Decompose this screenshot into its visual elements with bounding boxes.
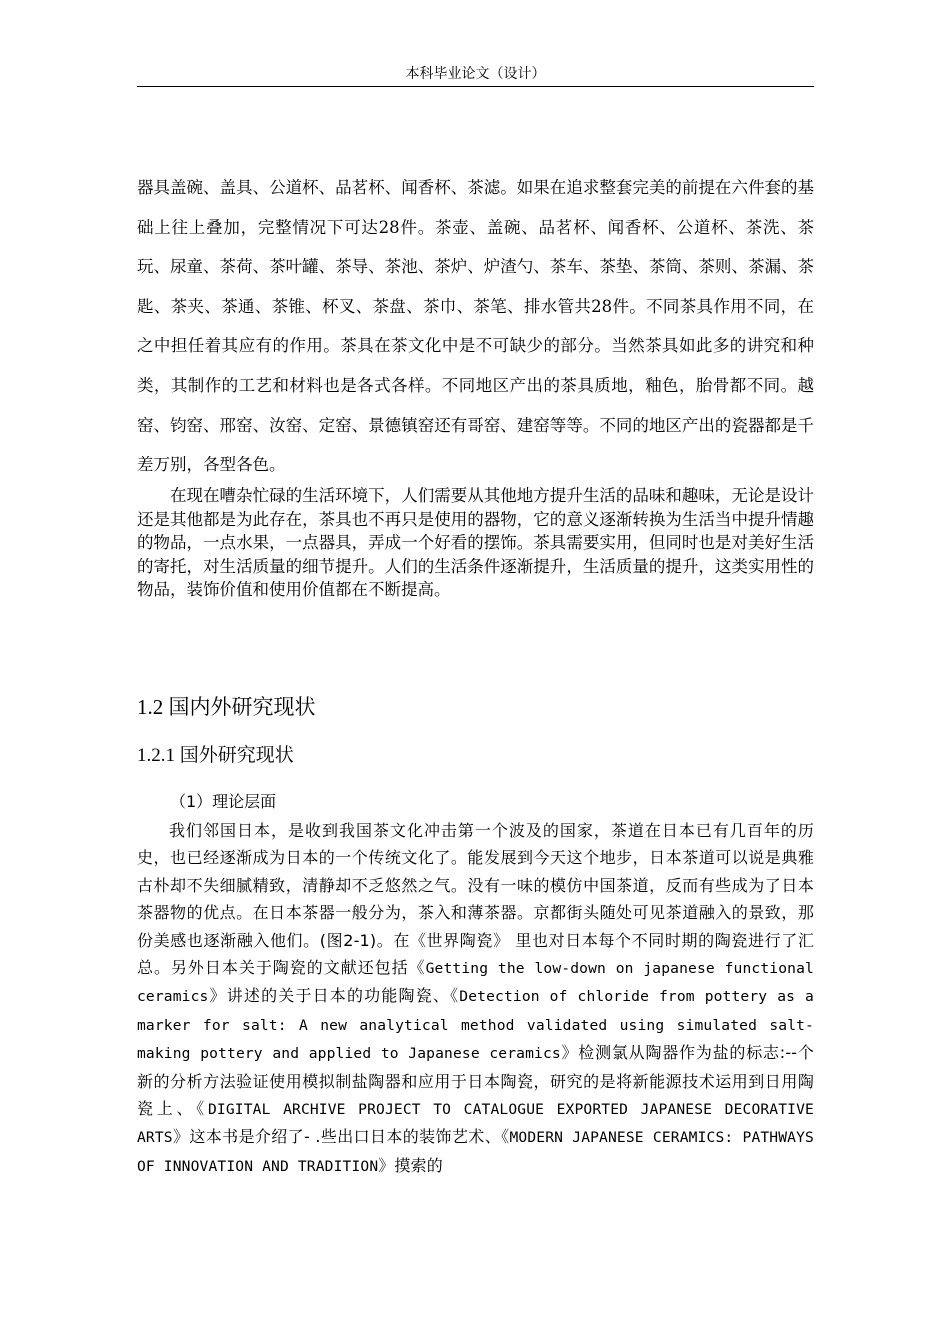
page-header-title: 本科毕业论文（设计） [405,66,546,82]
subsection-heading: 1.2.1 国外研究现状 [137,745,294,766]
reference-title: MODERN JAPANESE CERAMICS: PATHWAYS OF INNOVATION AND TRADITION [137,1129,814,1175]
body-paragraph-japan-research [137,817,814,1180]
paragraph-text: 》摸索的 [378,1155,443,1175]
reference-title: DIGITAL ARCHIVE PROJECT TO CATALOGUE EXPORTED JAPANESE DECORATIVE ARTS [137,1101,814,1147]
paragraph-text: 》讲述的关于日本的功能陶瓷、《 [208,986,460,1006]
paragraph-text: 我们邻国日本，是收到我国茶文化冲击第一个波及的国家，茶道在日本已有几百年的历史，也已经逐渐成为日本的一个传统文化了。能发展到今天这个地步，日本茶道可以说是典雅古朴却不失细腻精致，清静却不乏悠然之气。没有一味的模仿中国茶道，反而有些成为了日本茶器物的优点。在日本茶器一般分为，茶入和薄茶器。京都街头随处可见茶道融入的景致，那份美感也逐渐融入他们。(图2-1)。在《世界陶瓷》 里也对日本每个不同时期的陶瓷进行了汇总。另外日本关于陶瓷的文献还包括《 [137,821,814,978]
section-heading: 1.2 国内外研究现状 [137,695,316,719]
body-paragraph-tea-sets: 器具盖碗、盖具、公道杯、品茗杯、闻香杯、茶滤。如果在追求整套完美的前提在六件套的基础上往上叠加，完整情况下可达28件。茶壶、盖碗、品茗杯、闻香杯、公道杯、茶洗、茶玩、尿童、茶荷、茶叶罐、茶导、茶池、茶炉、炉渣勺、茶车、茶垫、茶筒、茶则、茶漏、茶匙、茶夹、茶通、茶锥、杯叉、茶盘、茶巾、茶笔、排水管共28件。不同茶具作用不同，在之中担任着其应有的作用。茶具在茶文化中是不可缺少的部分。当然茶具如此多的讲究和种类，其制作的工艺和材料也是各式各样。不同地区产出的茶具质地，釉色，胎骨都不同。越窑、钧窑、邢窑、汝窑、定窑、景德镇窑还有哥窑、建窑等等。不同的地区产出的瓷器都是千差万别，各型各色。 [137,178,814,475]
reference-title: Getting the low-down on japanese functional ceramics [137,960,814,1006]
paragraph-text: 》这本书是介绍了- .些出口日本的装饰艺术、《 [172,1127,510,1147]
reference-title: Detection of chloride from pottery as a marker for salt: A new analytical method validated using simulated salt-making pottery and applied to Japanese ceramics [137,988,814,1063]
paragraph-text: 》检测氯从陶器作为盐的标志:--个新的分析方法验证使用模拟制盐陶器和应用于日本陶瓷，研究的是将新能源技术运用到日用陶瓷上、《 [137,1043,814,1119]
sub-subsection-heading: （1）理论层面 [170,792,277,811]
body-paragraph-modern-life: 在现在嘈杂忙碌的生活环境下，人们需要从其他地方提升生活的品味和趣味，无论是设计还是其他都是为此存在，茶具也不再只是使用的器物，它的意义逐渐转换为生活当中提升情趣的物品，一点水果，一点器具，弄成一个好看的摆饰。茶具需要实用，但同时也是对美好生活的寄托，对生活质量的细节提升。人们的生活条件逐渐提升，生活质量的提升，这类实用性的物品，装饰价值和使用价值都在不断提高。 [137,486,814,600]
header-divider [137,86,814,87]
